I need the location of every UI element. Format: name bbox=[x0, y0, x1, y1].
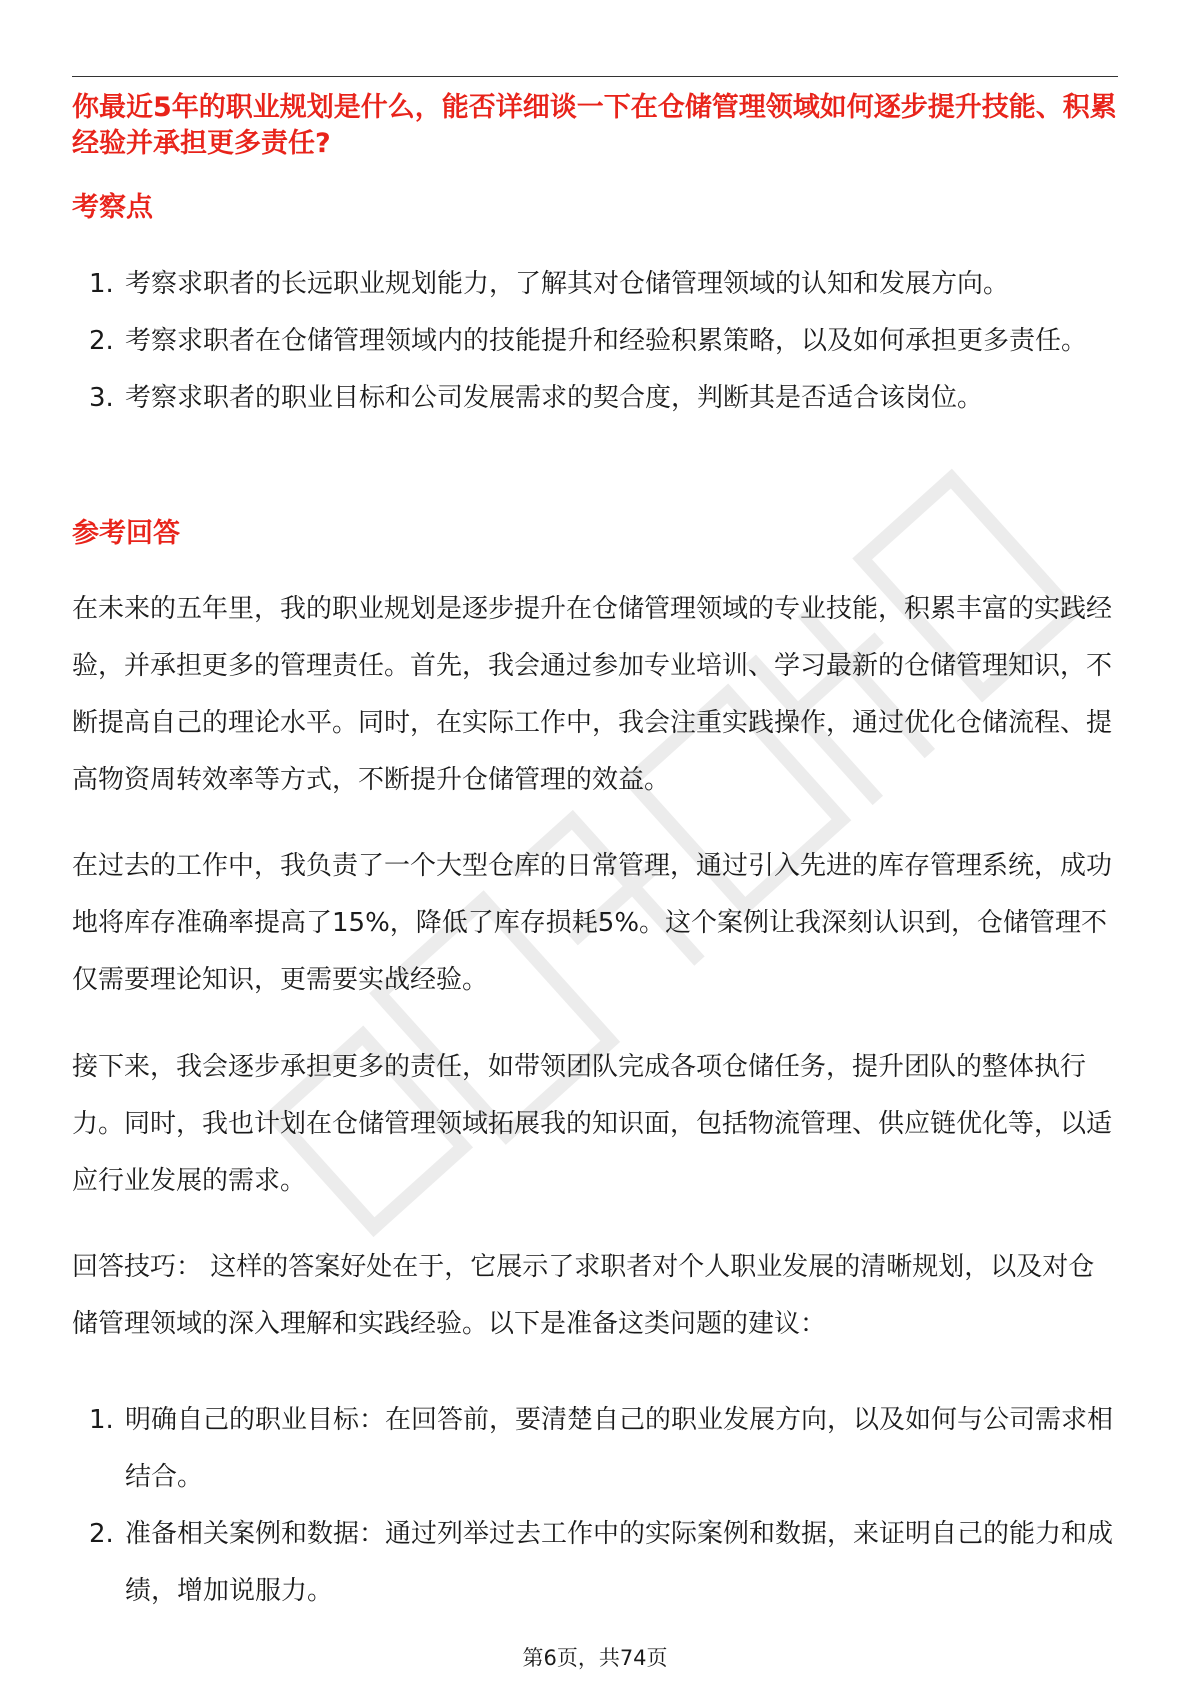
list-text: 考察求职者的职业目标和公司发展需求的契合度，判断其是否适合该岗位。 bbox=[125, 383, 984, 413]
list-number: 2. bbox=[89, 1519, 114, 1549]
list-number: 2. bbox=[89, 326, 114, 356]
answer-paragraph: 在过去的工作中，我负责了一个大型仓库的日常管理，通过引入先进的库存管理系统，成功地将库存准确率提高了15%，降低了库存损耗5%。这个案例让我深刻认识到，仓储管理不仅需要理论知识，更需要实战经验。 bbox=[72, 851, 1113, 995]
list-item bbox=[72, 370, 1118, 427]
list-text: 考察求职者在仓储管理领域内的技能提升和经验积累策略，以及如何承担更多责任。 bbox=[125, 326, 1088, 356]
list-item bbox=[72, 256, 1118, 313]
answer-heading: 参考回答 bbox=[72, 518, 180, 549]
list-text: 考察求职者的长远职业规划能力，了解其对仓储管理领域的认知和发展方向。 bbox=[125, 269, 1010, 299]
list-number: 1. bbox=[89, 269, 114, 299]
question-title: 你最近5年的职业规划是什么，能否详细谈一下在仓储管理领域如何逐步提升技能、积累经验并承担更多责任? bbox=[72, 92, 1117, 159]
page-number-footer: 第6页，共74页 bbox=[522, 1646, 668, 1670]
focus-list bbox=[72, 256, 1118, 427]
list-text: 明确自己的职业目标：在回答前，要清楚自己的职业发展方向，以及如何与公司需求相结合。 bbox=[125, 1405, 1114, 1492]
answer-paragraph: 接下来，我会逐步承担更多的责任，如带领团队完成各项仓储任务，提升团队的整体执行力。同时，我也计划在仓储管理领域拓展我的知识面，包括物流管理、供应链优化等，以适应行业发展的需求。 bbox=[72, 1052, 1113, 1196]
focus-heading: 考察点 bbox=[72, 192, 153, 223]
list-item bbox=[72, 1392, 1118, 1506]
answer-tips-paragraph: 回答技巧： 这样的答案好处在于，它展示了求职者对个人职业发展的清晰规划，以及对仓储管理领域的深入理解和实践经验。以下是准备这类问题的建议： bbox=[72, 1252, 1095, 1339]
top-rule bbox=[72, 76, 1118, 77]
answer-paragraph: 在未来的五年里，我的职业规划是逐步提升在仓储管理领域的专业技能，积累丰富的实践经验，并承担更多的管理责任。首先，我会通过参加专业培训、学习最新的仓储管理知识，不断提高自己的理论水平。同时，在实际工作中，我会注重实践操作，通过优化仓储流程、提高物资周转效率等方式，不断提升仓储管理的效益。 bbox=[72, 594, 1113, 795]
tips-list bbox=[72, 1392, 1118, 1620]
list-item bbox=[72, 313, 1118, 370]
list-number: 1. bbox=[89, 1405, 114, 1435]
list-item bbox=[72, 1506, 1118, 1620]
list-text: 准备相关案例和数据：通过列举过去工作中的实际案例和数据，来证明自己的能力和成绩，增加说服力。 bbox=[125, 1519, 1114, 1606]
list-number: 3. bbox=[89, 383, 114, 413]
